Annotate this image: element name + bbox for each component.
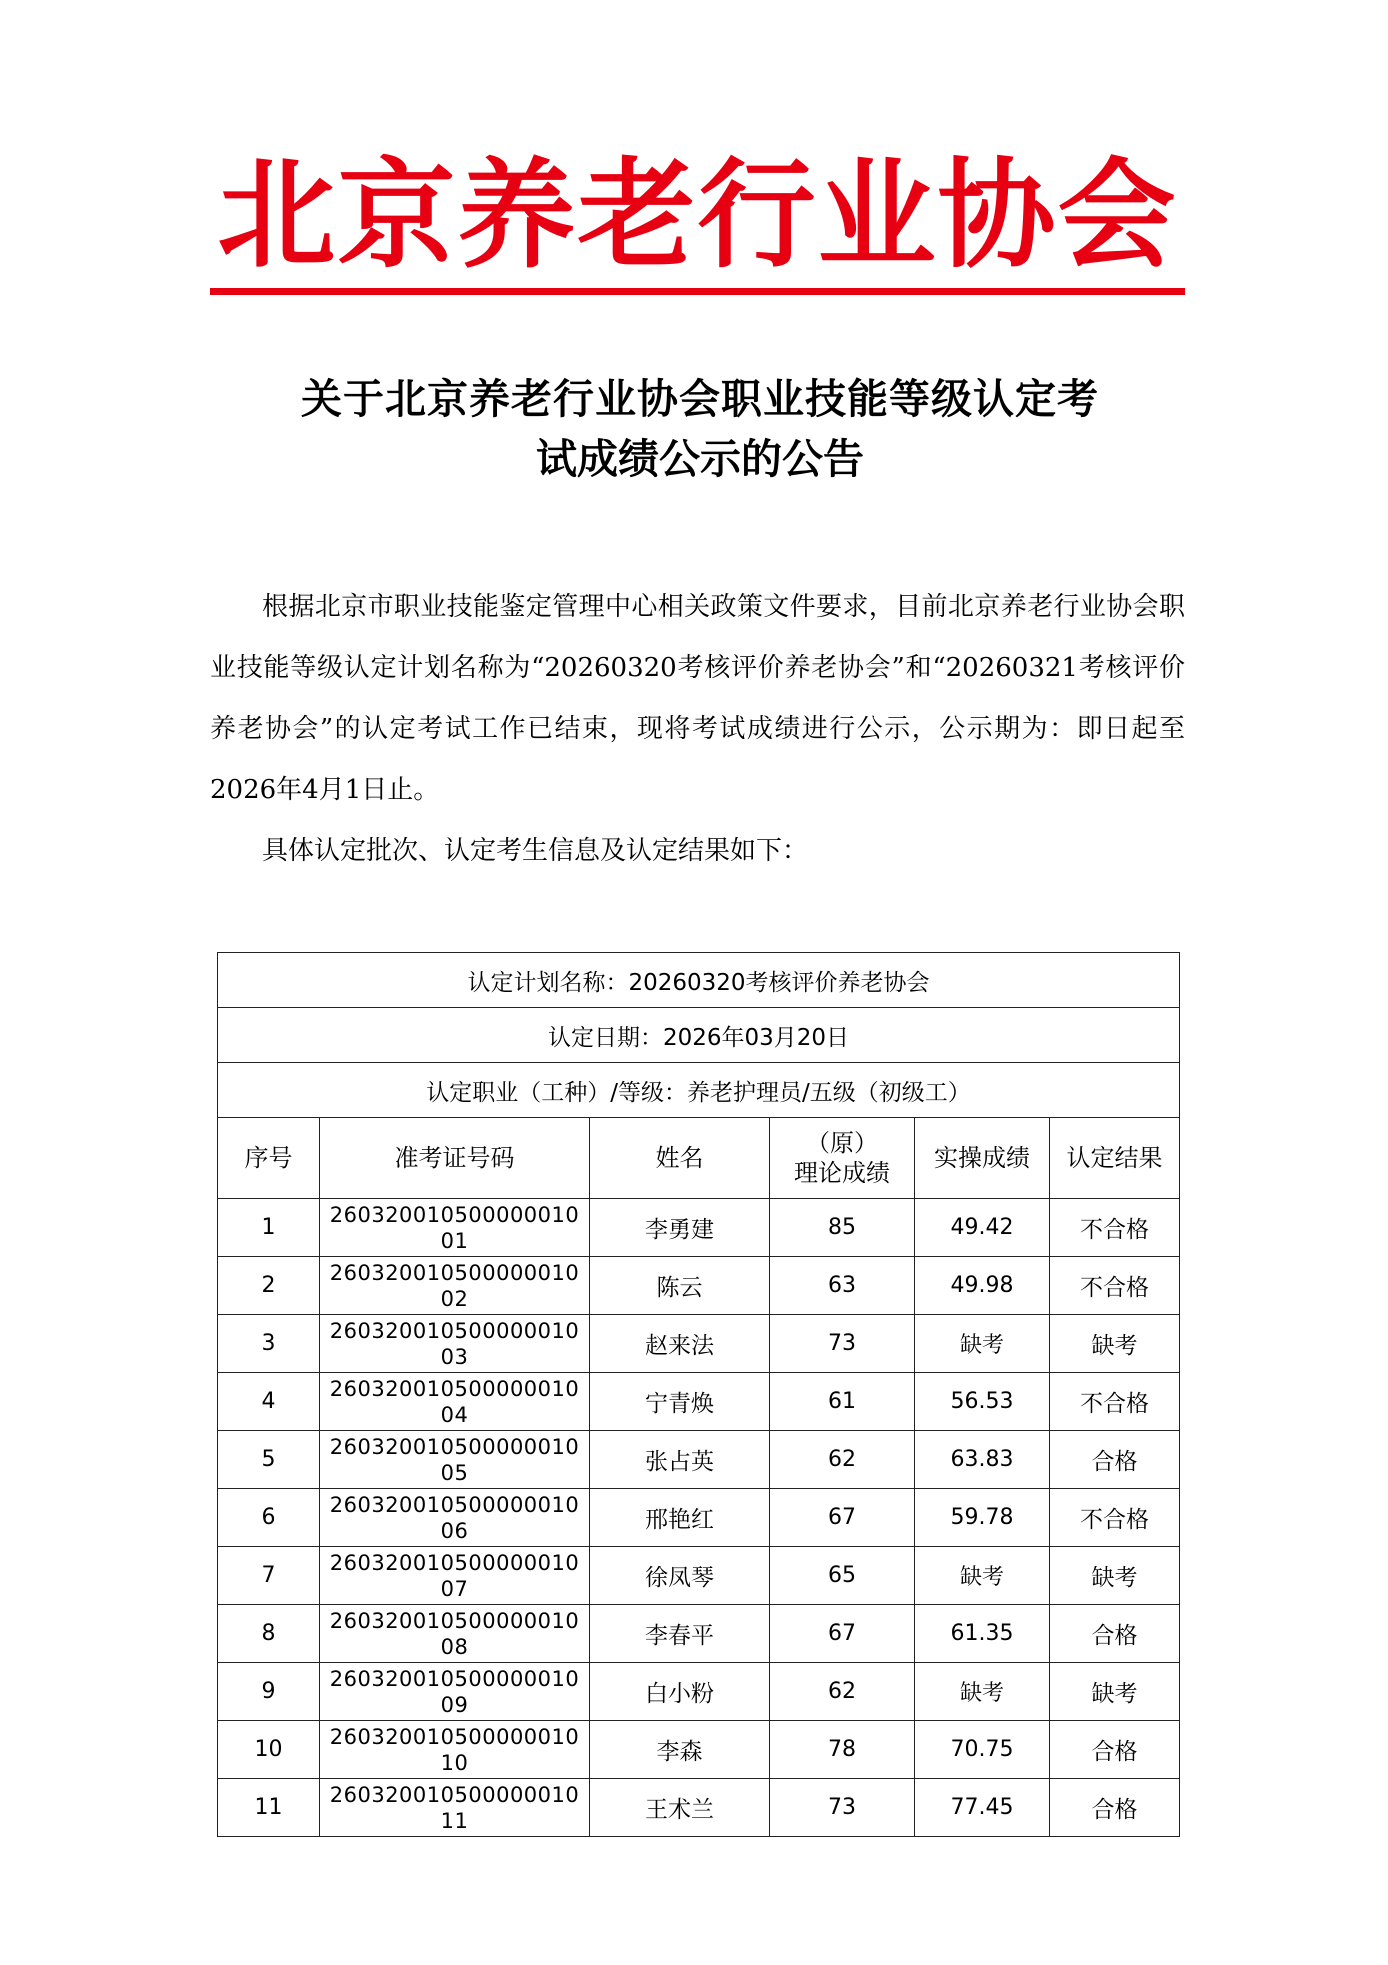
table-row [218, 1547, 1180, 1605]
row-name-cell: 邢艳红 [590, 1489, 770, 1547]
row-index-cell: 6 [218, 1489, 320, 1547]
exam-date-cell: 认定日期：2026年03月20日 [218, 1008, 1180, 1063]
row-theory-cell: 73 [770, 1315, 915, 1373]
exam-id-line-1: 260320010500000010 [329, 1666, 580, 1691]
row-practical-cell: 61.35 [915, 1605, 1050, 1663]
row-exam-id-cell [320, 1547, 590, 1605]
row-index-cell: 1 [218, 1199, 320, 1257]
row-exam-id-cell [320, 1373, 590, 1431]
row-theory-cell: 85 [770, 1199, 915, 1257]
row-name-cell: 陈云 [590, 1257, 770, 1315]
row-theory-cell: 65 [770, 1547, 915, 1605]
row-exam-id-cell [320, 1489, 590, 1547]
row-result-cell: 合格 [1050, 1605, 1180, 1663]
exam-id-line-1: 260320010500000010 [329, 1492, 580, 1517]
row-index-cell: 4 [218, 1373, 320, 1431]
table-row [218, 1373, 1180, 1431]
title-line-1: 关于北京养老行业协会职业技能等级认定考 [301, 375, 1099, 423]
body-paragraph-1: 根据北京市职业技能鉴定管理中心相关政策文件要求，目前北京养老行业协会职业技能等级认定计划名称为“20260320考核评价养老协会”和“20260321考核评价养老协会”的认定考试工作已结束，现将考试成绩进行公示，公示期为：即日起至2026年4月1日止。 [210, 592, 1185, 805]
row-exam-id-cell [320, 1779, 590, 1837]
row-index-cell: 5 [218, 1431, 320, 1489]
exam-id-line-1: 260320010500000010 [329, 1550, 580, 1575]
table-row [218, 1605, 1180, 1663]
row-practical-cell: 59.78 [915, 1489, 1050, 1547]
row-practical-cell: 缺考 [915, 1547, 1050, 1605]
row-exam-id-cell [320, 1663, 590, 1721]
row-practical-cell: 49.98 [915, 1257, 1050, 1315]
row-result-cell: 合格 [1050, 1721, 1180, 1779]
document-title [230, 370, 1170, 488]
row-name-cell: 李春平 [590, 1605, 770, 1663]
table-row [218, 1779, 1180, 1837]
row-theory-cell: 67 [770, 1489, 915, 1547]
row-result-cell: 不合格 [1050, 1257, 1180, 1315]
col-header-name: 姓名 [590, 1118, 770, 1199]
col-header-theory [770, 1118, 915, 1199]
row-name-cell: 赵来法 [590, 1315, 770, 1373]
row-result-cell: 不合格 [1050, 1373, 1180, 1431]
exam-id-line-2: 02 [440, 1286, 469, 1311]
row-theory-cell: 73 [770, 1779, 915, 1837]
row-name-cell: 李森 [590, 1721, 770, 1779]
row-practical-cell: 56.53 [915, 1373, 1050, 1431]
row-index-cell: 2 [218, 1257, 320, 1315]
exam-id-line-2: 05 [440, 1460, 469, 1485]
column-header-row [218, 1118, 1180, 1199]
row-exam-id-cell [320, 1431, 590, 1489]
exam-id-line-1: 260320010500000010 [329, 1376, 580, 1401]
row-name-cell: 王术兰 [590, 1779, 770, 1837]
row-theory-cell: 62 [770, 1663, 915, 1721]
row-practical-cell: 63.83 [915, 1431, 1050, 1489]
row-practical-cell: 70.75 [915, 1721, 1050, 1779]
exam-id-line-1: 260320010500000010 [329, 1260, 580, 1285]
row-exam-id-cell [320, 1605, 590, 1663]
col-header-result: 认定结果 [1050, 1118, 1180, 1199]
exam-id-line-2: 11 [440, 1808, 469, 1833]
announcement-body [210, 577, 1185, 882]
exam-id-line-1: 260320010500000010 [329, 1608, 580, 1633]
row-result-cell: 缺考 [1050, 1315, 1180, 1373]
exam-id-line-1: 260320010500000010 [329, 1782, 580, 1807]
row-index-cell: 10 [218, 1721, 320, 1779]
row-exam-id-cell [320, 1315, 590, 1373]
row-name-cell: 李勇建 [590, 1199, 770, 1257]
table-row [218, 1199, 1180, 1257]
exam-id-line-1: 260320010500000010 [329, 1202, 580, 1227]
title-line-2: 试成绩公示的公告 [536, 435, 864, 483]
row-index-cell: 11 [218, 1779, 320, 1837]
row-exam-id-cell [320, 1257, 590, 1315]
masthead-divider [210, 288, 1185, 295]
row-practical-cell: 49.42 [915, 1199, 1050, 1257]
row-practical-cell: 缺考 [915, 1315, 1050, 1373]
score-table [217, 952, 1180, 1837]
exam-id-line-2: 01 [440, 1228, 469, 1253]
row-practical-cell: 77.45 [915, 1779, 1050, 1837]
row-theory-cell: 63 [770, 1257, 915, 1315]
table-row [218, 1431, 1180, 1489]
exam-id-line-2: 07 [440, 1576, 469, 1601]
exam-id-line-2: 08 [440, 1634, 469, 1659]
table-row [218, 1315, 1180, 1373]
row-exam-id-cell [320, 1721, 590, 1779]
exam-id-line-1: 260320010500000010 [329, 1318, 580, 1343]
row-name-cell: 宁青焕 [590, 1373, 770, 1431]
row-theory-cell: 61 [770, 1373, 915, 1431]
col-header-exam-id: 准考证号码 [320, 1118, 590, 1199]
row-result-cell: 缺考 [1050, 1547, 1180, 1605]
theory-header-top: （原） [806, 1129, 878, 1157]
row-result-cell: 合格 [1050, 1779, 1180, 1837]
row-theory-cell: 67 [770, 1605, 915, 1663]
row-name-cell: 徐凤琴 [590, 1547, 770, 1605]
col-header-index: 序号 [218, 1118, 320, 1199]
org-masthead: 北京养老行业协会 [217, 146, 1178, 284]
table-row [218, 1663, 1180, 1721]
row-index-cell: 9 [218, 1663, 320, 1721]
row-theory-cell: 78 [770, 1721, 915, 1779]
exam-id-line-2: 03 [440, 1344, 469, 1369]
row-result-cell: 不合格 [1050, 1199, 1180, 1257]
row-result-cell: 不合格 [1050, 1489, 1180, 1547]
exam-id-line-1: 260320010500000010 [329, 1724, 580, 1749]
plan-name-cell: 认定计划名称：20260320考核评价养老协会 [218, 953, 1180, 1008]
row-name-cell: 白小粉 [590, 1663, 770, 1721]
theory-header-bottom: 理论成绩 [794, 1159, 890, 1187]
row-exam-id-cell [320, 1199, 590, 1257]
table-row [218, 1721, 1180, 1779]
row-theory-cell: 62 [770, 1431, 915, 1489]
exam-id-line-1: 260320010500000010 [329, 1434, 580, 1459]
table-row [218, 1257, 1180, 1315]
exam-id-line-2: 04 [440, 1402, 469, 1427]
row-name-cell: 张占英 [590, 1431, 770, 1489]
row-index-cell: 3 [218, 1315, 320, 1373]
row-practical-cell: 缺考 [915, 1663, 1050, 1721]
table-row [218, 1489, 1180, 1547]
row-index-cell: 8 [218, 1605, 320, 1663]
exam-id-line-2: 10 [440, 1750, 469, 1775]
row-result-cell: 缺考 [1050, 1663, 1180, 1721]
body-paragraph-2: 具体认定批次、认定考生信息及认定结果如下： [262, 836, 809, 866]
col-header-practical: 实操成绩 [915, 1118, 1050, 1199]
row-result-cell: 合格 [1050, 1431, 1180, 1489]
row-index-cell: 7 [218, 1547, 320, 1605]
exam-id-line-2: 06 [440, 1518, 469, 1543]
occupation-cell: 认定职业（工种）/等级：养老护理员/五级（初级工） [218, 1063, 1180, 1118]
exam-id-line-2: 09 [440, 1692, 469, 1717]
